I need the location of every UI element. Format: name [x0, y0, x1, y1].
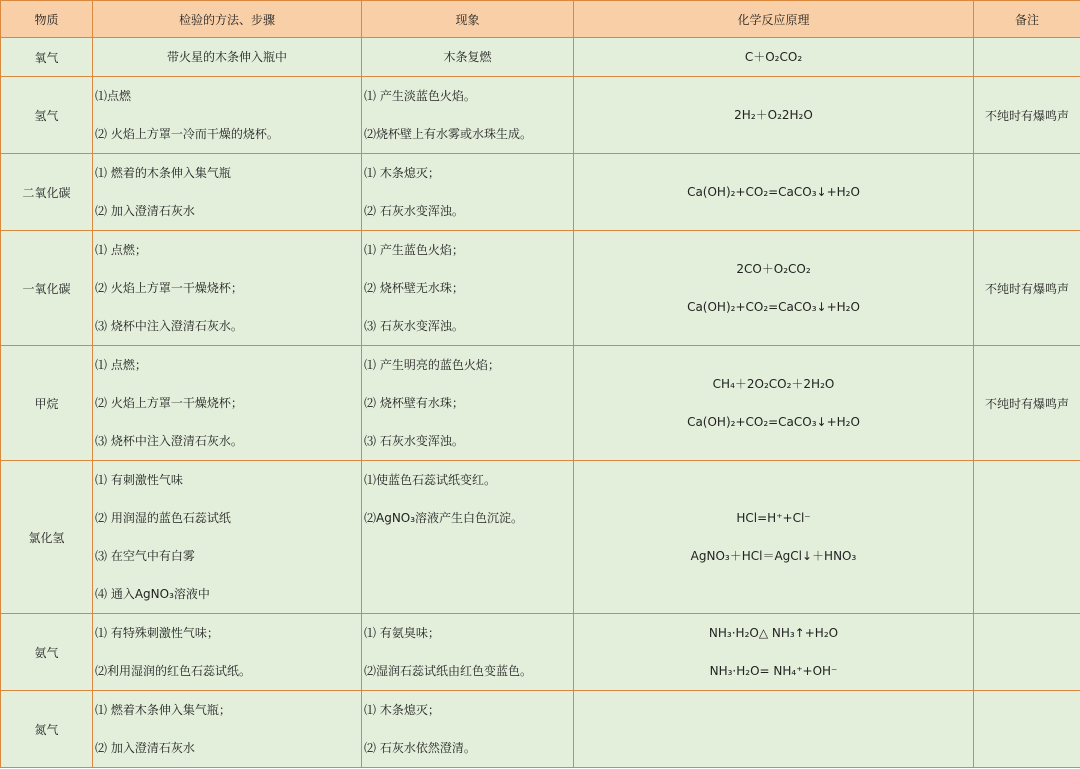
phenomenon-cell-line: ⑴ 木条熄灭；	[364, 166, 440, 180]
phenomenon-cell-line: ⑶ 石灰水变浑浊。	[364, 319, 464, 333]
table-row	[1, 154, 1080, 231]
reaction-formula: C＋O₂CO₂	[744, 50, 803, 64]
method-cell-line: 带火星的木条伸入瓶中	[166, 50, 287, 64]
method-cell-line: ⑴ 燃着木条伸入集气瓶；	[95, 703, 231, 717]
phenomenon-cell	[362, 614, 574, 691]
substance-cell: 二氧化碳	[1, 154, 93, 231]
reaction-formula: NH₃·H₂O△ NH₃↑+H₂O	[708, 626, 839, 640]
method-cell-line: ⑴点燃	[95, 89, 132, 103]
substance-cell: 一氧化碳	[1, 231, 93, 346]
phenomenon-cell-line: ⑴ 产生蓝色火焰；	[364, 243, 464, 257]
reaction-formula: Ca(OH)₂+CO₂=CaCO₃↓+H₂O	[687, 300, 860, 314]
substance-cell: 氧气	[1, 38, 93, 77]
note-cell	[974, 154, 1080, 231]
phenomenon-cell	[362, 691, 574, 768]
phenomenon-cell-line: 木条复燃	[443, 50, 492, 64]
note-cell	[974, 461, 1080, 614]
reaction-formula: 2H₂＋O₂2H₂O	[734, 108, 813, 122]
reaction-cell	[574, 77, 974, 154]
substance-cell: 氯化氢	[1, 461, 93, 614]
phenomenon-cell	[362, 231, 574, 346]
table-row	[1, 38, 1080, 77]
method-cell	[93, 38, 362, 77]
method-cell-line: ⑴ 有刺激性气味	[95, 473, 183, 487]
note-cell	[974, 38, 1080, 77]
phenomenon-cell-line: ⑵烧杯壁上有水雾或水珠生成。	[364, 127, 533, 141]
method-cell	[93, 346, 362, 461]
phenomenon-cell	[362, 154, 574, 231]
substance-cell: 氨气	[1, 614, 93, 691]
method-cell-line: ⑵ 用润湿的蓝色石蕊试纸	[95, 511, 231, 525]
phenomenon-cell-line: ⑵ 石灰水依然澄清。	[364, 741, 476, 755]
header-phenomenon: 现象	[362, 1, 574, 38]
table-row	[1, 346, 1080, 461]
reaction-formula: 2CO＋O₂CO₂	[736, 262, 811, 276]
phenomenon-cell	[362, 38, 574, 77]
method-cell-line: ⑶ 烧杯中注入澄清石灰水。	[95, 319, 243, 333]
phenomenon-cell-line: ⑵AgNO₃溶液产生白色沉淀。	[364, 511, 524, 525]
method-cell	[93, 77, 362, 154]
reaction-cell	[574, 346, 974, 461]
reaction-cell	[574, 38, 974, 77]
header-method: 检验的方法、步骤	[93, 1, 362, 38]
method-cell-line: ⑵利用湿润的红色石蕊试纸。	[95, 664, 252, 678]
phenomenon-cell-line: ⑶ 石灰水变浑浊。	[364, 434, 464, 448]
method-cell	[93, 691, 362, 768]
reaction-cell	[574, 154, 974, 231]
reaction-formula: Ca(OH)₂+CO₂=CaCO₃↓+H₂O	[687, 415, 860, 429]
reaction-formula: NH₃·H₂O= NH₄⁺+OH⁻	[709, 664, 838, 678]
note-cell	[974, 614, 1080, 691]
method-cell	[93, 154, 362, 231]
phenomenon-cell-line: ⑴ 木条熄灭；	[364, 703, 440, 717]
note-cell	[974, 691, 1080, 768]
phenomenon-cell-line: ⑵湿润石蕊试纸由红色变蓝色。	[364, 664, 533, 678]
phenomenon-cell-line: ⑴ 产生明亮的蓝色火焰；	[364, 358, 500, 372]
method-cell	[93, 461, 362, 614]
reaction-formula: CH₄＋2O₂CO₂＋2H₂O	[712, 377, 835, 391]
method-cell-line: ⑴ 点燃；	[95, 358, 147, 372]
method-cell-line: ⑵ 火焰上方罩一干燥烧杯；	[95, 396, 243, 410]
substance-cell: 甲烷	[1, 346, 93, 461]
table-row	[1, 461, 1080, 614]
reaction-formula: AgNO₃＋HCl＝AgCl↓＋HNO₃	[690, 549, 857, 563]
method-cell-line: ⑴ 燃着的木条伸入集气瓶	[95, 166, 231, 180]
table-row	[1, 231, 1080, 346]
reaction-formula: Ca(OH)₂+CO₂=CaCO₃↓+H₂O	[687, 185, 860, 199]
method-cell-line: ⑶ 在空气中有白雾	[95, 549, 195, 563]
method-cell-line: ⑵ 加入澄清石灰水	[95, 741, 195, 755]
method-cell-line: ⑶ 烧杯中注入澄清石灰水。	[95, 434, 243, 448]
note-cell: 不纯时有爆鸣声	[974, 231, 1080, 346]
header-note: 备注	[974, 1, 1080, 38]
reaction-formula: HCl=H⁺+Cl⁻	[736, 511, 811, 525]
phenomenon-cell	[362, 346, 574, 461]
header-reaction: 化学反应原理	[574, 1, 974, 38]
substance-cell: 氢气	[1, 77, 93, 154]
phenomenon-cell	[362, 77, 574, 154]
header-substance: 物质	[1, 1, 93, 38]
note-cell: 不纯时有爆鸣声	[974, 77, 1080, 154]
method-cell	[93, 614, 362, 691]
method-cell-line: ⑵ 加入澄清石灰水	[95, 204, 195, 218]
table-row	[1, 77, 1080, 154]
method-cell-line: ⑷ 通入AgNO₃溶液中	[95, 587, 210, 601]
phenomenon-cell	[362, 461, 574, 614]
table-row	[1, 691, 1080, 768]
table-header-row	[1, 1, 1080, 38]
substance-cell: 氮气	[1, 691, 93, 768]
method-cell-line: ⑵ 火焰上方罩一冷而干燥的烧杯。	[95, 127, 279, 141]
method-cell-line: ⑴ 点燃；	[95, 243, 147, 257]
phenomenon-cell-line: ⑵ 烧杯壁无水珠；	[364, 281, 464, 295]
method-cell-line: ⑵ 火焰上方罩一干燥烧杯；	[95, 281, 243, 295]
method-cell	[93, 231, 362, 346]
reaction-cell	[574, 691, 974, 768]
table-row	[1, 614, 1080, 691]
phenomenon-cell-line: ⑴ 产生淡蓝色火焰。	[364, 89, 476, 103]
reaction-cell	[574, 614, 974, 691]
method-cell-line: ⑴ 有特殊刺激性气味；	[95, 626, 219, 640]
reaction-cell	[574, 231, 974, 346]
phenomenon-cell-line: ⑵ 烧杯壁有水珠；	[364, 396, 464, 410]
note-cell: 不纯时有爆鸣声	[974, 346, 1080, 461]
phenomenon-cell-line: ⑵ 石灰水变浑浊。	[364, 204, 464, 218]
phenomenon-cell-line: ⑴使蓝色石蕊试纸变红。	[364, 473, 497, 487]
reaction-cell	[574, 461, 974, 614]
phenomenon-cell-line: ⑴ 有氨臭味；	[364, 626, 440, 640]
